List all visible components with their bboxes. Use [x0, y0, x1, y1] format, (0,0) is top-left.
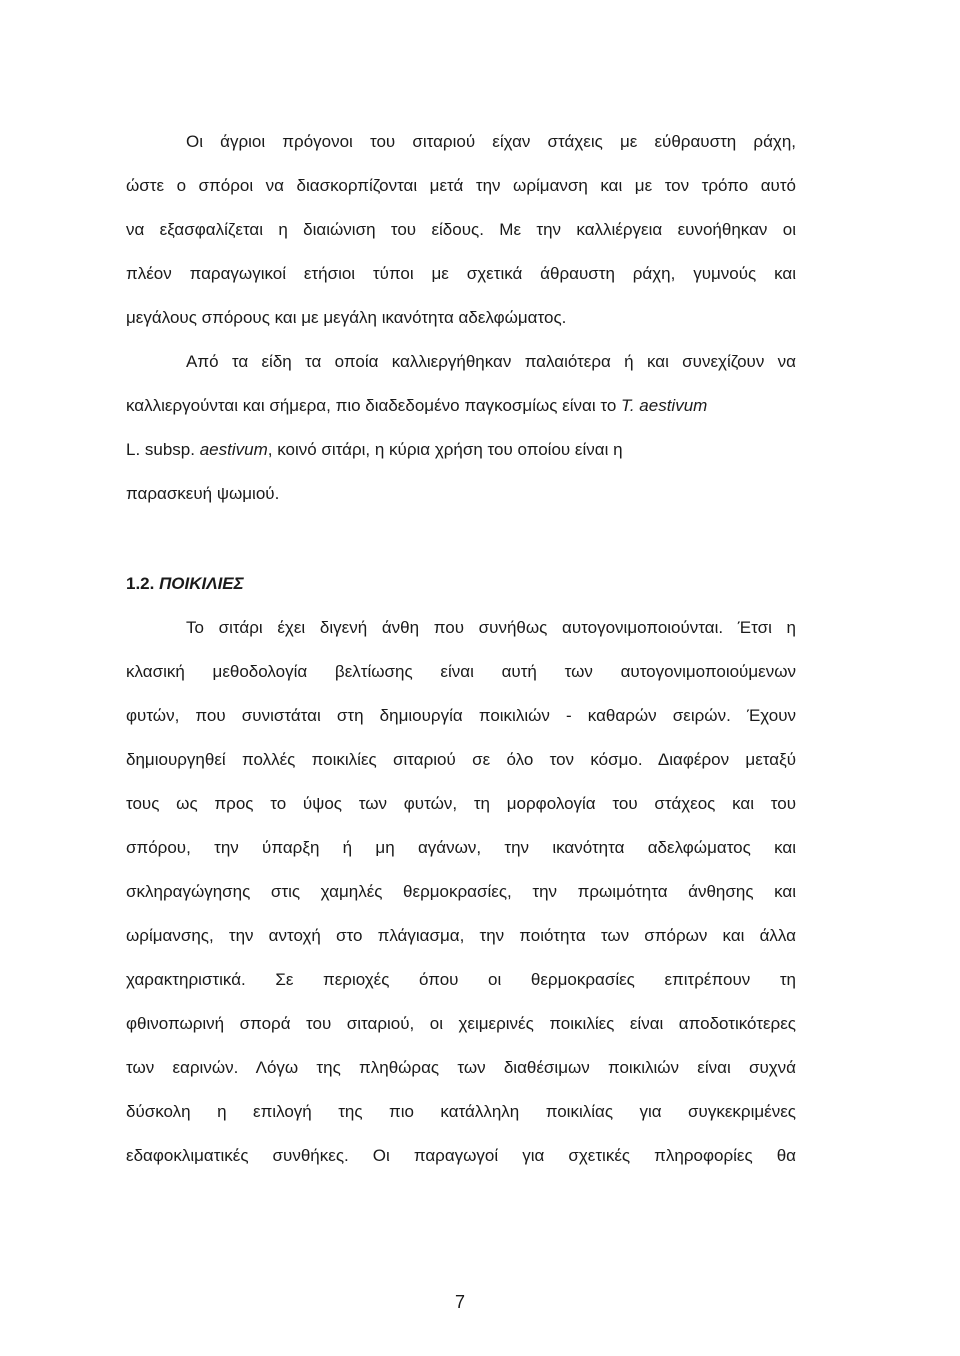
- paragraph-3-line-5: τους ως προς το ύψος των φυτών, τη μορφολογία του στάχεος και του: [126, 794, 796, 813]
- paragraph-1-line-5: μεγάλους σπόρους και με μεγάλη ικανότητα αδελφώματος.: [126, 308, 567, 327]
- paragraph-1-line-2: ώστε ο σπόροι να διασκορπίζονται μετά την ωρίμανση και με τον τρόπο αυτό: [126, 176, 796, 195]
- subspecies-prefix: L. subsp.: [126, 440, 200, 459]
- paragraph-3-line-7: σκληραγώγησης στις χαμηλές θερμοκρασίες, την πρωιμότητα άνθησης και: [126, 882, 796, 901]
- paragraph-3-line-3: φυτών, που συνιστάται στη δημιουργία ποικιλιών - καθαρών σειρών. Έχουν: [126, 706, 796, 725]
- paragraph-2-line-4: παρασκευή ψωμιού.: [126, 484, 280, 503]
- paragraph-2-line-2-text: καλλιεργούνται και σήμερα, πιο διαδεδομένο παγκοσμίως είναι το: [126, 396, 622, 415]
- paragraph-1-line-3: να εξασφαλίζεται η διαιώνιση του είδους. Με την καλλιέργεια ευνοήθηκαν οι: [126, 220, 796, 239]
- paragraph-1-line-4: πλέον παραγωγικοί ετήσιοι τύποι με σχετικά άθραυστη ράχη, γυμνούς και: [126, 264, 796, 283]
- paragraph-2-line-1: Από τα είδη τα οποία καλλιεργήθηκαν παλαιότερα ή και συνεχίζουν να: [186, 352, 796, 371]
- section-heading: [126, 573, 244, 595]
- section-title: ΠΟΙΚΙΛΙΕΣ: [159, 574, 244, 593]
- page-number: 7: [455, 1292, 466, 1312]
- section-number: 1.2.: [126, 574, 155, 593]
- paragraph-2-line-3-text: [126, 439, 623, 461]
- paragraph-3-line-4: δημιουργηθεί πολλές ποικιλίες σιταριού σε όλο τον κόσμο. Διαφέρον μεταξύ: [126, 750, 796, 769]
- paragraph-3-line-10: φθινοπωρινή σπορά του σιταριού, οι χειμερινές ποικιλίες είναι αποδοτικότερες: [126, 1014, 796, 1033]
- paragraph-2-line-3: [126, 439, 796, 461]
- paragraph-2-line-2: [126, 395, 707, 417]
- subspecies-name: aestivum: [199, 440, 268, 459]
- paragraph-3-line-12: δύσκολη η επιλογή της πιο κατάλληλη ποικιλίας για συγκεκριμένες: [126, 1102, 796, 1121]
- paragraph-3-line-2: κλασική μεθοδολογία βελτίωσης είναι αυτή των αυτογονιμοποιούμενων: [126, 662, 796, 681]
- paragraph-3-line-6: σπόρου, την ύπαρξη ή μη αγάνων, την ικανότητα αδελφώματος και: [126, 838, 796, 857]
- paragraph-1-line-1: Οι άγριοι πρόγονοι του σιταριού είχαν στάχεις με εύθραυστη ράχη,: [186, 132, 796, 151]
- paragraph-3-line-13: εδαφοκλιματικές συνθήκες. Οι παραγωγοί για σχετικές πληροφορίες θα: [126, 1146, 796, 1165]
- paragraph-3-line-9: χαρακτηριστικά. Σε περιοχές όπου οι θερμοκρασίες επιτρέπουν τη: [126, 970, 796, 989]
- paragraph-2-line-3-rest: , κοινό σιτάρι, η κύρια χρήση του οποίου είναι η: [267, 440, 623, 459]
- species-name: T. aestivum: [621, 396, 708, 415]
- paragraph-3-line-8: ωρίμανσης, την αντοχή στο πλάγιασμα, την ποιότητα των σπόρων και άλλα: [126, 926, 796, 945]
- paragraph-3-line-11: των εαρινών. Λόγω της πληθώρας των διαθέσιμων ποικιλιών είναι συχνά: [126, 1058, 796, 1077]
- paragraph-3-line-1: Το σιτάρι έχει διγενή άνθη που συνήθως αυτογονιμοποιούνται. Έτσι η: [186, 618, 796, 637]
